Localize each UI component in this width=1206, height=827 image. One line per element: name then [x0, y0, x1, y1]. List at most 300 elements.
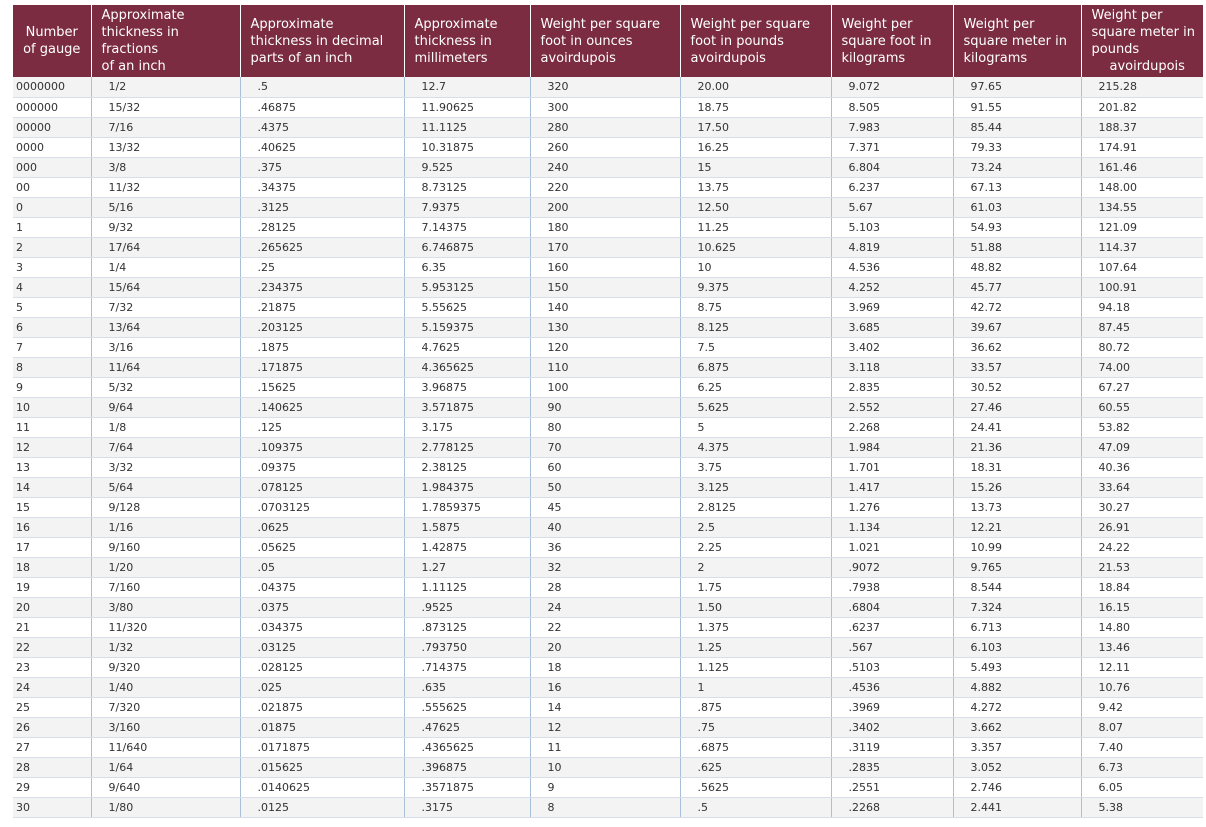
- table-cell: .555625: [404, 697, 530, 717]
- table-cell: .015625: [240, 757, 404, 777]
- table-cell: 7.14375: [404, 217, 530, 237]
- table-row: [13, 237, 1203, 257]
- table-cell: 9/32: [91, 217, 240, 237]
- table-cell: 47.09: [1081, 437, 1203, 457]
- table-cell: .34375: [240, 177, 404, 197]
- table-cell: 20: [530, 637, 680, 657]
- table-cell: 1.25: [680, 637, 831, 657]
- table-row: [13, 677, 1203, 697]
- table-cell: 11.90625: [404, 97, 530, 117]
- table-cell: 17.50: [680, 117, 831, 137]
- table-cell: 67.13: [953, 177, 1081, 197]
- table-cell: .078125: [240, 477, 404, 497]
- table-cell: 3/80: [91, 597, 240, 617]
- table-cell: 3/8: [91, 157, 240, 177]
- table-cell: 15: [13, 497, 91, 517]
- table-cell: 000: [13, 157, 91, 177]
- table-cell: .05: [240, 557, 404, 577]
- table-row: [13, 457, 1203, 477]
- table-cell: .0375: [240, 597, 404, 617]
- table-cell: 6.875: [680, 357, 831, 377]
- table-cell: 15/32: [91, 97, 240, 117]
- header-thickness-mm: Approximate thickness in millimeters: [404, 5, 530, 77]
- table-row: [13, 317, 1203, 337]
- table-cell: 10.625: [680, 237, 831, 257]
- table-cell: 6.103: [953, 637, 1081, 657]
- table-cell: 8.544: [953, 577, 1081, 597]
- table-cell: 53.82: [1081, 417, 1203, 437]
- table-cell: 28: [13, 757, 91, 777]
- table-cell: 18.31: [953, 457, 1081, 477]
- table-cell: 9.525: [404, 157, 530, 177]
- header-thickness-decimal: Approximate thickness in decimal parts of an inch: [240, 5, 404, 77]
- table-cell: 10: [530, 757, 680, 777]
- table-cell: 19: [13, 577, 91, 597]
- table-cell: 300: [530, 97, 680, 117]
- table-cell: .3969: [831, 697, 953, 717]
- table-cell: .0625: [240, 517, 404, 537]
- table-cell: 40.36: [1081, 457, 1203, 477]
- table-cell: 4.536: [831, 257, 953, 277]
- table-cell: 16.15: [1081, 597, 1203, 617]
- table-row: [13, 77, 1203, 97]
- table-cell: 40: [530, 517, 680, 537]
- table-cell: 74.00: [1081, 357, 1203, 377]
- table-row: [13, 97, 1203, 117]
- table-cell: 4.7625: [404, 337, 530, 357]
- table-cell: 3.75: [680, 457, 831, 477]
- table-row: [13, 357, 1203, 377]
- table-cell: 6.237: [831, 177, 953, 197]
- table-cell: .4365625: [404, 737, 530, 757]
- table-cell: .04375: [240, 577, 404, 597]
- table-cell: 13/32: [91, 137, 240, 157]
- table-cell: .0140625: [240, 777, 404, 797]
- table-cell: 11: [530, 737, 680, 757]
- table-row: [13, 797, 1203, 817]
- table-cell: 30.27: [1081, 497, 1203, 517]
- table-cell: 51.88: [953, 237, 1081, 257]
- table-cell: .6804: [831, 597, 953, 617]
- table-cell: 5.55625: [404, 297, 530, 317]
- table-cell: 3/160: [91, 717, 240, 737]
- table-cell: 12: [530, 717, 680, 737]
- table-cell: .3402: [831, 717, 953, 737]
- table-cell: 12.11: [1081, 657, 1203, 677]
- table-cell: 00: [13, 177, 91, 197]
- table-cell: .125: [240, 417, 404, 437]
- table-cell: 201.82: [1081, 97, 1203, 117]
- table-cell: 0000000: [13, 77, 91, 97]
- table-cell: 260: [530, 137, 680, 157]
- table-cell: 3.571875: [404, 397, 530, 417]
- header-thickness-fraction: Approximate thickness in fractions of an inch: [91, 5, 240, 77]
- table-cell: 3.96875: [404, 377, 530, 397]
- table-cell: 11/320: [91, 617, 240, 637]
- table-cell: 22: [13, 637, 91, 657]
- table-cell: 6.73: [1081, 757, 1203, 777]
- table-cell: 21.36: [953, 437, 1081, 457]
- table-cell: 240: [530, 157, 680, 177]
- table-cell: 14.80: [1081, 617, 1203, 637]
- table-cell: 000000: [13, 97, 91, 117]
- table-cell: 114.37: [1081, 237, 1203, 257]
- table-cell: 9: [530, 777, 680, 797]
- table-cell: 5: [680, 417, 831, 437]
- table-cell: 70: [530, 437, 680, 457]
- table-cell: 1: [680, 677, 831, 697]
- table-cell: .05625: [240, 537, 404, 557]
- table-cell: 8.505: [831, 97, 953, 117]
- table-cell: .01875: [240, 717, 404, 737]
- table-cell: 6.25: [680, 377, 831, 397]
- table-cell: 8.125: [680, 317, 831, 337]
- table-cell: 90: [530, 397, 680, 417]
- table-cell: 220: [530, 177, 680, 197]
- table-cell: 18: [530, 657, 680, 677]
- table-cell: 26.91: [1081, 517, 1203, 537]
- table-cell: 1.75: [680, 577, 831, 597]
- table-cell: 18.84: [1081, 577, 1203, 597]
- table-row: [13, 297, 1203, 317]
- table-cell: 150: [530, 277, 680, 297]
- table-cell: 5.103: [831, 217, 953, 237]
- table-cell: 5.159375: [404, 317, 530, 337]
- table-cell: 12: [13, 437, 91, 457]
- table-cell: 7.324: [953, 597, 1081, 617]
- table-cell: .265625: [240, 237, 404, 257]
- table-cell: 6.804: [831, 157, 953, 177]
- table-cell: 4.272: [953, 697, 1081, 717]
- table-cell: .567: [831, 637, 953, 657]
- table-cell: 2.5: [680, 517, 831, 537]
- table-cell: 1.021: [831, 537, 953, 557]
- table-cell: 7: [13, 337, 91, 357]
- table-cell: 27: [13, 737, 91, 757]
- table-cell: 120: [530, 337, 680, 357]
- table-cell: 9.765: [953, 557, 1081, 577]
- table-cell: 7.9375: [404, 197, 530, 217]
- table-cell: .1875: [240, 337, 404, 357]
- table-cell: 2.746: [953, 777, 1081, 797]
- table-cell: 3.357: [953, 737, 1081, 757]
- table-cell: .625: [680, 757, 831, 777]
- table-cell: 107.64: [1081, 257, 1203, 277]
- table-cell: 7/320: [91, 697, 240, 717]
- table-cell: 3.402: [831, 337, 953, 357]
- table-cell: 1/8: [91, 417, 240, 437]
- table-cell: 9.375: [680, 277, 831, 297]
- table-cell: 1.5875: [404, 517, 530, 537]
- table-cell: 3/16: [91, 337, 240, 357]
- table-cell: 10: [680, 257, 831, 277]
- table-cell: .0125: [240, 797, 404, 817]
- table-cell: 17: [13, 537, 91, 557]
- table-cell: 5/16: [91, 197, 240, 217]
- table-cell: 3.118: [831, 357, 953, 377]
- table-cell: 10.99: [953, 537, 1081, 557]
- table-cell: 16: [13, 517, 91, 537]
- header-weight-sqft-kg: Weight per square foot in kilograms: [831, 5, 953, 77]
- table-row: [13, 417, 1203, 437]
- table-cell: 1.984375: [404, 477, 530, 497]
- table-cell: .7938: [831, 577, 953, 597]
- table-cell: 1.276: [831, 497, 953, 517]
- table-cell: 140: [530, 297, 680, 317]
- table-cell: 20: [13, 597, 91, 617]
- table-row: [13, 697, 1203, 717]
- table-cell: 8.75: [680, 297, 831, 317]
- table-cell: 60.55: [1081, 397, 1203, 417]
- table-cell: .0703125: [240, 497, 404, 517]
- table-cell: 87.45: [1081, 317, 1203, 337]
- table-cell: .4536: [831, 677, 953, 697]
- table-cell: 1.125: [680, 657, 831, 677]
- table-cell: .2268: [831, 797, 953, 817]
- table-cell: 6.05: [1081, 777, 1203, 797]
- table-cell: 11: [13, 417, 91, 437]
- table-cell: 91.55: [953, 97, 1081, 117]
- table-cell: 26: [13, 717, 91, 737]
- table-cell: 7/32: [91, 297, 240, 317]
- table-row: [13, 277, 1203, 297]
- table-cell: 4.882: [953, 677, 1081, 697]
- table-cell: 13.75: [680, 177, 831, 197]
- table-cell: 80.72: [1081, 337, 1203, 357]
- table-cell: 5/64: [91, 477, 240, 497]
- table-cell: 2: [680, 557, 831, 577]
- table-cell: 33.57: [953, 357, 1081, 377]
- table-cell: .46875: [240, 97, 404, 117]
- table-cell: 2.552: [831, 397, 953, 417]
- table-cell: 5.493: [953, 657, 1081, 677]
- table-cell: 15: [680, 157, 831, 177]
- table-cell: 2.268: [831, 417, 953, 437]
- table-cell: .15625: [240, 377, 404, 397]
- table-cell: 8.07: [1081, 717, 1203, 737]
- table-row: [13, 437, 1203, 457]
- table-cell: .3175: [404, 797, 530, 817]
- table-cell: 2.441: [953, 797, 1081, 817]
- table-cell: 5/32: [91, 377, 240, 397]
- table-cell: 1/64: [91, 757, 240, 777]
- table-cell: 48.82: [953, 257, 1081, 277]
- table-cell: .5: [680, 797, 831, 817]
- table-cell: 7.40: [1081, 737, 1203, 757]
- table-cell: .025: [240, 677, 404, 697]
- table-row: [13, 537, 1203, 557]
- table-cell: 121.09: [1081, 217, 1203, 237]
- table-cell: 42.72: [953, 297, 1081, 317]
- table-cell: .140625: [240, 397, 404, 417]
- table-cell: 5.625: [680, 397, 831, 417]
- table-cell: 100.91: [1081, 277, 1203, 297]
- table-cell: 174.91: [1081, 137, 1203, 157]
- table-row: [13, 777, 1203, 797]
- table-row: [13, 377, 1203, 397]
- table-cell: 1.11125: [404, 577, 530, 597]
- table-cell: 9.42: [1081, 697, 1203, 717]
- table-cell: 9/640: [91, 777, 240, 797]
- table-cell: 1/4: [91, 257, 240, 277]
- table-cell: .203125: [240, 317, 404, 337]
- table-cell: 134.55: [1081, 197, 1203, 217]
- table-cell: 14: [530, 697, 680, 717]
- table-cell: 1.701: [831, 457, 953, 477]
- table-cell: .75: [680, 717, 831, 737]
- table-cell: 4.819: [831, 237, 953, 257]
- table-cell: 280: [530, 117, 680, 137]
- table-cell: 1/2: [91, 77, 240, 97]
- table-row: [13, 637, 1203, 657]
- table-cell: 54.93: [953, 217, 1081, 237]
- table-row: [13, 517, 1203, 537]
- table-cell: 8.73125: [404, 177, 530, 197]
- table-cell: 00000: [13, 117, 91, 137]
- table-cell: 11.25: [680, 217, 831, 237]
- table-cell: 100: [530, 377, 680, 397]
- table-cell: 3.969: [831, 297, 953, 317]
- table-cell: 24: [13, 677, 91, 697]
- table-cell: 2.835: [831, 377, 953, 397]
- table-cell: 36.62: [953, 337, 1081, 357]
- header-row: [13, 5, 1203, 77]
- table-cell: 79.33: [953, 137, 1081, 157]
- table-cell: .375: [240, 157, 404, 177]
- table-cell: 6.713: [953, 617, 1081, 637]
- table-cell: 1.417: [831, 477, 953, 497]
- table-cell: 73.24: [953, 157, 1081, 177]
- table-row: [13, 137, 1203, 157]
- table-cell: 18.75: [680, 97, 831, 117]
- table-cell: 130: [530, 317, 680, 337]
- header-weight-pounds: Weight per square foot in pounds avoirdupois: [680, 5, 831, 77]
- table-cell: .109375: [240, 437, 404, 457]
- table-cell: .28125: [240, 217, 404, 237]
- table-cell: .25: [240, 257, 404, 277]
- table-cell: 12.7: [404, 77, 530, 97]
- table-cell: .09375: [240, 457, 404, 477]
- table-cell: .2835: [831, 757, 953, 777]
- table-row: [13, 217, 1203, 237]
- table-cell: .0171875: [240, 737, 404, 757]
- table-cell: .714375: [404, 657, 530, 677]
- table-cell: 60: [530, 457, 680, 477]
- table-cell: 18: [13, 557, 91, 577]
- table-cell: 11/64: [91, 357, 240, 377]
- table-cell: 21: [13, 617, 91, 637]
- table-cell: 21.53: [1081, 557, 1203, 577]
- table-cell: 5.38: [1081, 797, 1203, 817]
- table-cell: 6.35: [404, 257, 530, 277]
- table-cell: 14: [13, 477, 91, 497]
- table-cell: 10.76: [1081, 677, 1203, 697]
- table-cell: .4375: [240, 117, 404, 137]
- table-cell: 1: [13, 217, 91, 237]
- table-cell: 1.984: [831, 437, 953, 457]
- table-cell: 61.03: [953, 197, 1081, 217]
- table-cell: 16.25: [680, 137, 831, 157]
- table-cell: 6: [13, 317, 91, 337]
- table-row: [13, 497, 1203, 517]
- table-cell: 7.983: [831, 117, 953, 137]
- table-cell: .234375: [240, 277, 404, 297]
- table-cell: 0: [13, 197, 91, 217]
- table-cell: 110: [530, 357, 680, 377]
- table-cell: 39.67: [953, 317, 1081, 337]
- table-cell: 1/32: [91, 637, 240, 657]
- table-row: [13, 597, 1203, 617]
- table-cell: .793750: [404, 637, 530, 657]
- header-weight-sqm-pounds: Weight per square meter in pounds avoirdupois: [1081, 5, 1203, 77]
- table-cell: 32: [530, 557, 680, 577]
- table-cell: 320: [530, 77, 680, 97]
- table-cell: 9: [13, 377, 91, 397]
- table-cell: .21875: [240, 297, 404, 317]
- table-cell: .873125: [404, 617, 530, 637]
- table-cell: 9/64: [91, 397, 240, 417]
- table-cell: 13.46: [1081, 637, 1203, 657]
- table-cell: 3.052: [953, 757, 1081, 777]
- table-cell: .3119: [831, 737, 953, 757]
- table-cell: 7.371: [831, 137, 953, 157]
- table-cell: 30: [13, 797, 91, 817]
- table-cell: 45: [530, 497, 680, 517]
- table-cell: 27.46: [953, 397, 1081, 417]
- table-cell: 1/16: [91, 517, 240, 537]
- table-cell: 10: [13, 397, 91, 417]
- table-cell: 2: [13, 237, 91, 257]
- table-cell: 170: [530, 237, 680, 257]
- table-cell: 9.072: [831, 77, 953, 97]
- table-cell: 11/640: [91, 737, 240, 757]
- table-cell: 13/64: [91, 317, 240, 337]
- table-cell: 24: [530, 597, 680, 617]
- header-weight-ounces: Weight per square foot in ounces avoirdupois: [530, 5, 680, 77]
- table-cell: .3571875: [404, 777, 530, 797]
- table-row: [13, 157, 1203, 177]
- table-row: [13, 557, 1203, 577]
- table-cell: 7/64: [91, 437, 240, 457]
- table-cell: 2.25: [680, 537, 831, 557]
- table-cell: 45.77: [953, 277, 1081, 297]
- table-cell: 50: [530, 477, 680, 497]
- table-row: [13, 257, 1203, 277]
- table-cell: 8: [13, 357, 91, 377]
- table-cell: 17/64: [91, 237, 240, 257]
- table-cell: .2551: [831, 777, 953, 797]
- table-cell: 3.125: [680, 477, 831, 497]
- table-cell: 9/160: [91, 537, 240, 557]
- table-row: [13, 757, 1203, 777]
- table-cell: .6237: [831, 617, 953, 637]
- table-cell: 67.27: [1081, 377, 1203, 397]
- table-row: [13, 577, 1203, 597]
- table-cell: 12.21: [953, 517, 1081, 537]
- table-cell: 215.28: [1081, 77, 1203, 97]
- table-cell: 148.00: [1081, 177, 1203, 197]
- table-cell: 4.252: [831, 277, 953, 297]
- table-cell: 94.18: [1081, 297, 1203, 317]
- table-cell: 4: [13, 277, 91, 297]
- table-cell: .3125: [240, 197, 404, 217]
- table-cell: .47625: [404, 717, 530, 737]
- table-row: [13, 617, 1203, 637]
- table-row: [13, 657, 1203, 677]
- table-cell: 7/160: [91, 577, 240, 597]
- table-cell: 180: [530, 217, 680, 237]
- table-row: [13, 717, 1203, 737]
